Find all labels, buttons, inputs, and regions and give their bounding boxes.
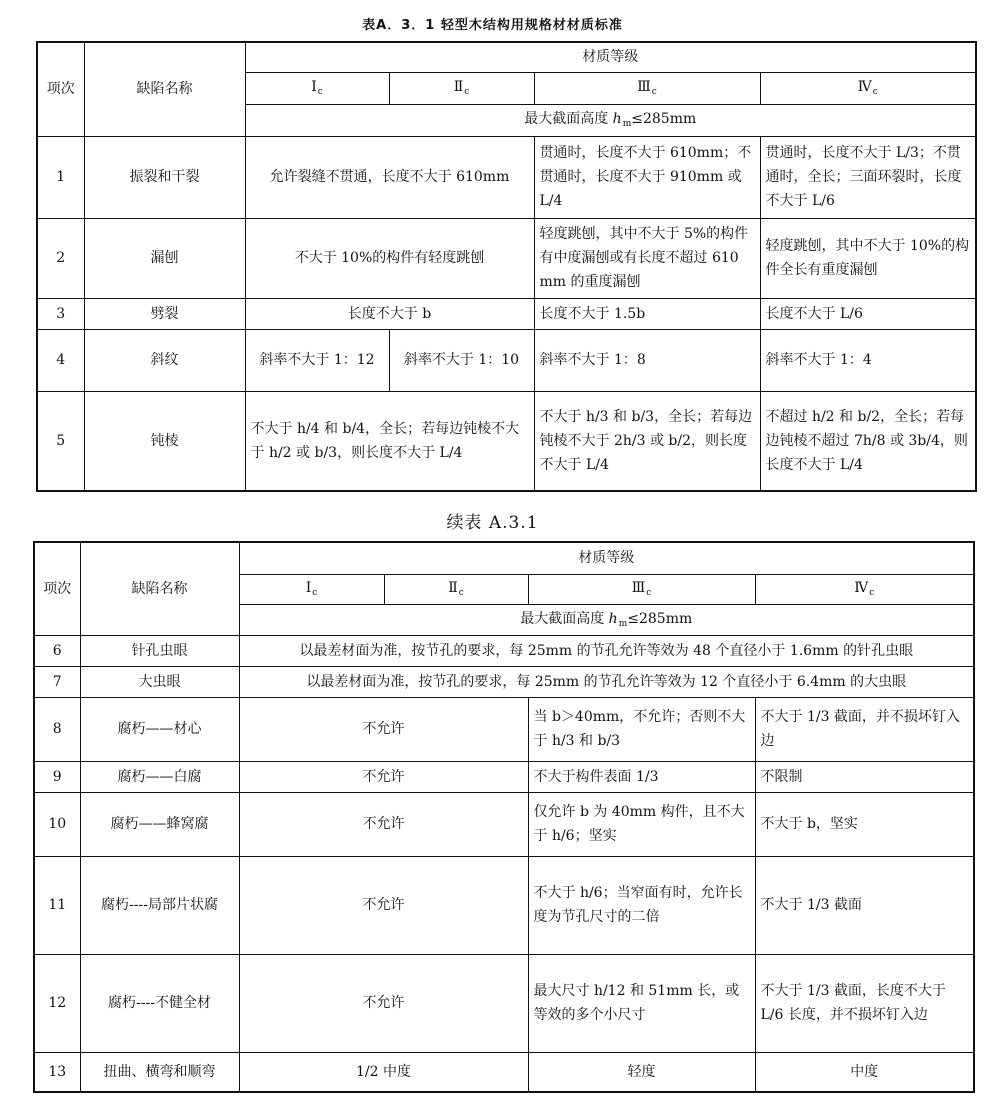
grade-1-2-value: 不允许: [239, 761, 528, 792]
defect-name: 钝棱: [84, 391, 245, 491]
defect-name: 劈裂: [84, 298, 245, 329]
grade-3-value: 轻度跳刨，其中不大于 5%的构件有中度漏刨或有长度不超过 610 mm 的重度漏刨: [534, 218, 760, 298]
row-number: 13: [34, 1052, 80, 1092]
defect-name: 腐朽----局部片状腐: [80, 856, 239, 954]
grade-4-value: 不超过 h/2 和 b/2，全长；若每边钝棱不超过 7h/8 或 3b/4，则长度不大于 L/4: [760, 391, 976, 491]
table1-title: 表A．3．1 轻型木结构用规格材材质标准: [362, 18, 623, 33]
table-row: [34, 635, 974, 666]
defect-name: 振裂和干裂: [84, 136, 245, 218]
row-number: 9: [34, 761, 80, 792]
row-number: 10: [34, 792, 80, 856]
row-number: 1: [37, 136, 84, 218]
header-grade-4: $Ⅳ_c$: [755, 574, 974, 604]
grade-1-2-value: 长度不大于 b: [245, 298, 534, 329]
table-row: [34, 792, 974, 856]
grade-4-value: 斜率不大于 1：4: [760, 329, 976, 391]
grade-3-value: 仅允许 b 为 40mm 构件，且不大于 h/6；坚实: [528, 792, 755, 856]
row-number: 6: [34, 635, 80, 666]
header-index: 项次: [34, 542, 80, 635]
grade-1-2-value: 1/2 中度: [239, 1052, 528, 1092]
table2-title: 续表 A.3.1: [446, 513, 539, 533]
grade-3-value: 最大尺寸 h/12 和 51mm 长，或等效的多个小尺寸: [528, 954, 755, 1052]
table-row: [37, 136, 976, 218]
grade-1-2-value: 不允许: [239, 792, 528, 856]
header-grade-group: 材质等级: [239, 542, 974, 574]
table-row: [34, 954, 974, 1052]
grade-4-value: 不大于 b，坚实: [755, 792, 974, 856]
row-number: 11: [34, 856, 80, 954]
defect-name: 大虫眼: [80, 666, 239, 697]
defect-name: 针孔虫眼: [80, 635, 239, 666]
header-grade-1: $Ⅰ_c$: [245, 72, 389, 104]
all-grades-value: 以最差材面为准，按节孔的要求，每 25mm 的节孔允许等效为 48 个直径小于 1.6mm 的针孔虫眼: [239, 635, 974, 666]
defect-name: 腐朽——材心: [80, 697, 239, 761]
header-max-height: 最大截面高度 $h_m\le 285mm$: [245, 104, 976, 136]
row-number: 12: [34, 954, 80, 1052]
grade-1-2-value: 不大于 h/4 和 b/4，全长；若每边钝棱不大于 h/2 或 b/3，则长度不大于 L/4: [245, 391, 534, 491]
grade-3-value: 轻度: [528, 1052, 755, 1092]
header-grade-2: $Ⅱ_c$: [384, 574, 528, 604]
table-row: [34, 666, 974, 697]
grade-4-value: 不限制: [755, 761, 974, 792]
table-row: [37, 329, 976, 391]
header-index: 项次: [37, 42, 84, 136]
grade-3-value: 当 b＞40mm，不允许；否则不大于 h/3 和 b/3: [528, 697, 755, 761]
grade-2-value: 斜率不大于 1：10: [389, 329, 534, 391]
row-number: 8: [34, 697, 80, 761]
header-grade-2: $Ⅱ_c$: [389, 72, 534, 104]
row-number: 4: [37, 329, 84, 391]
header-defect-name: 缺陷名称: [80, 542, 239, 635]
all-grades-value: 以最差材面为准，按节孔的要求，每 25mm 的节孔允许等效为 12 个直径小于 6.4mm 的大虫眼: [239, 666, 974, 697]
grade-3-value: 不大于 h/6；当窄面有时，允许长度为节孔尺寸的二倍: [528, 856, 755, 954]
table-row: [34, 697, 974, 761]
header-grade-1: $Ⅰ_c$: [239, 574, 384, 604]
grade-3-value: 不大于 h/3 和 b/3，全长；若每边钝棱不大于 2h/3 或 b/2，则长度不大于 L/4: [534, 391, 760, 491]
grade-4-value: 长度不大于 L/6: [760, 298, 976, 329]
defect-name: 腐朽----不健全材: [80, 954, 239, 1052]
defect-name: 扭曲、横弯和顺弯: [80, 1052, 239, 1092]
header-defect-name: 缺陷名称: [84, 42, 245, 136]
row-number: 5: [37, 391, 84, 491]
grade-1-2-value: 不大于 10%的构件有轻度跳刨: [245, 218, 534, 298]
table-row: [37, 298, 976, 329]
grade-4-value: 轻度跳刨，其中不大于 10%的构件全长有重度漏刨: [760, 218, 976, 298]
grade-4-value: 不大于 1/3 截面，长度不大于 L/6 长度，并不损坏钉入边: [755, 954, 974, 1052]
table-row: [34, 761, 974, 792]
grade-4-value: 贯通时，长度不大于 L/3；不贯通时，全长；三面环裂时，长度不大于 L/6: [760, 136, 976, 218]
grade-4-value: 中度: [755, 1052, 974, 1092]
table-row: [37, 391, 976, 491]
header-max-height: 最大截面高度 $h_m\le 285mm$: [239, 604, 974, 635]
table-row: [37, 218, 976, 298]
defect-name: 漏刨: [84, 218, 245, 298]
header-grade-3: $Ⅲ_c$: [534, 72, 760, 104]
header-grade-group: 材质等级: [245, 42, 976, 72]
grade-1-value: 斜率不大于 1：12: [245, 329, 389, 391]
grade-3-value: 不大于构件表面 1/3: [528, 761, 755, 792]
lumber-grade-table-continued: [33, 541, 975, 1093]
grade-4-value: 不大于 1/3 截面: [755, 856, 974, 954]
defect-name: 斜纹: [84, 329, 245, 391]
header-grade-4: $Ⅳ_c$: [760, 72, 976, 104]
row-number: 3: [37, 298, 84, 329]
grade-3-value: 长度不大于 1.5b: [534, 298, 760, 329]
grade-3-value: 斜率不大于 1：8: [534, 329, 760, 391]
defect-name: 腐朽——白腐: [80, 761, 239, 792]
grade-3-value: 贯通时，长度不大于 610mm；不贯通时，长度不大于 910mm 或 L/4: [534, 136, 760, 218]
grade-4-value: 不大于 1/3 截面，并不损坏钉入边: [755, 697, 974, 761]
row-number: 7: [34, 666, 80, 697]
defect-name: 腐朽——蜂窝腐: [80, 792, 239, 856]
row-number: 2: [37, 218, 84, 298]
lumber-grade-table: [36, 41, 977, 492]
grade-1-2-value: 不允许: [239, 697, 528, 761]
table-row: [34, 1052, 974, 1092]
table-row: [34, 856, 974, 954]
grade-1-2-value: 不允许: [239, 856, 528, 954]
header-grade-3: $Ⅲ_c$: [528, 574, 755, 604]
grade-1-2-value: 不允许: [239, 954, 528, 1052]
grade-1-2-value: 允许裂缝不贯通，长度不大于 610mm: [245, 136, 534, 218]
